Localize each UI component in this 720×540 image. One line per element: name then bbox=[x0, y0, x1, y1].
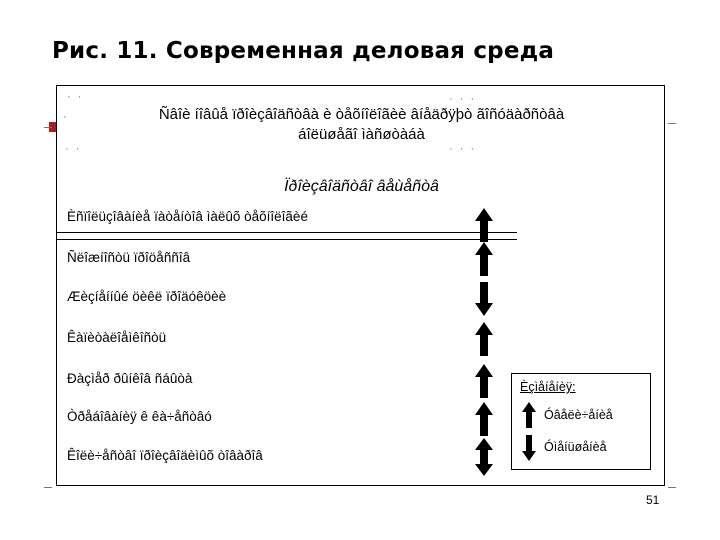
corner-dots-top-right: · · · bbox=[449, 93, 477, 105]
row-label-2: Ñëîæíîñòü ïðîöåññîâ bbox=[67, 250, 191, 265]
row-label-5: Ðàçìåð ðûíêîâ ñáûòà bbox=[67, 371, 193, 386]
legend-arrow-up-icon bbox=[522, 402, 536, 428]
legend-title: Èçìåíåíèÿ: bbox=[520, 380, 576, 394]
arrow-updown-icon bbox=[475, 438, 493, 476]
legend-label-decrease: Óìåíüøåíèå bbox=[544, 440, 607, 454]
legend-label-increase: Óâåëè÷åíèå bbox=[544, 408, 613, 422]
corner-dots-top-left: · · bbox=[67, 91, 84, 103]
row-label-7: Êîëè÷åñòâî ïðîèçâîäèìûõ òîâàðîâ bbox=[67, 448, 263, 463]
banner-line-1: Ñâîè íîâûå ïðîèçâîäñòâà è òåõíîëîãèè âíåäðÿþò ãîñóäàðñòâà bbox=[158, 106, 565, 123]
legend-box bbox=[511, 373, 651, 470]
decorative-tick-right-top bbox=[668, 123, 676, 124]
decorative-tick-left-top bbox=[44, 127, 52, 128]
decorative-tick-left-bottom bbox=[44, 487, 52, 488]
arrow-down-icon bbox=[475, 282, 493, 316]
arrow-up-icon bbox=[475, 364, 493, 398]
row-label-3: Æèçíåííûé öèêë ïðîäóêöèè bbox=[67, 289, 227, 304]
row-divider-secondary bbox=[57, 239, 517, 240]
corner-dots-bottom-right: · · · bbox=[449, 143, 477, 155]
arrow-up-icon bbox=[475, 402, 493, 436]
arrow-up-icon bbox=[475, 208, 493, 242]
corner-dots-left: · bbox=[63, 111, 69, 123]
row-label-1: Èñïîëüçîâàíèå ïàòåíòîâ ìàëûõ òåõíîëîãèé bbox=[67, 209, 308, 224]
row-label-6: Òðåáîâàíèÿ ê êà÷åñòâó bbox=[67, 409, 212, 424]
corner-dots-bottom-left: · · bbox=[65, 143, 82, 155]
legend-arrow-down-icon bbox=[522, 435, 536, 461]
row-divider bbox=[57, 232, 517, 233]
decorative-tick-right-bottom bbox=[668, 487, 676, 488]
slide-title: Рис. 11. Современная деловая среда bbox=[52, 38, 555, 64]
section-title: Ïðîèçâîäñòâî âåùåñòâ bbox=[284, 178, 439, 195]
banner-line-2: áîëüøåãî ìàñøòàáà bbox=[298, 126, 425, 143]
figure-panel bbox=[56, 85, 665, 486]
arrow-up-icon bbox=[475, 322, 493, 356]
row-label-4: Êàïèòàëîåìêîñòü bbox=[67, 330, 167, 345]
arrow-up-icon bbox=[475, 242, 493, 276]
page-number: 51 bbox=[646, 493, 660, 507]
